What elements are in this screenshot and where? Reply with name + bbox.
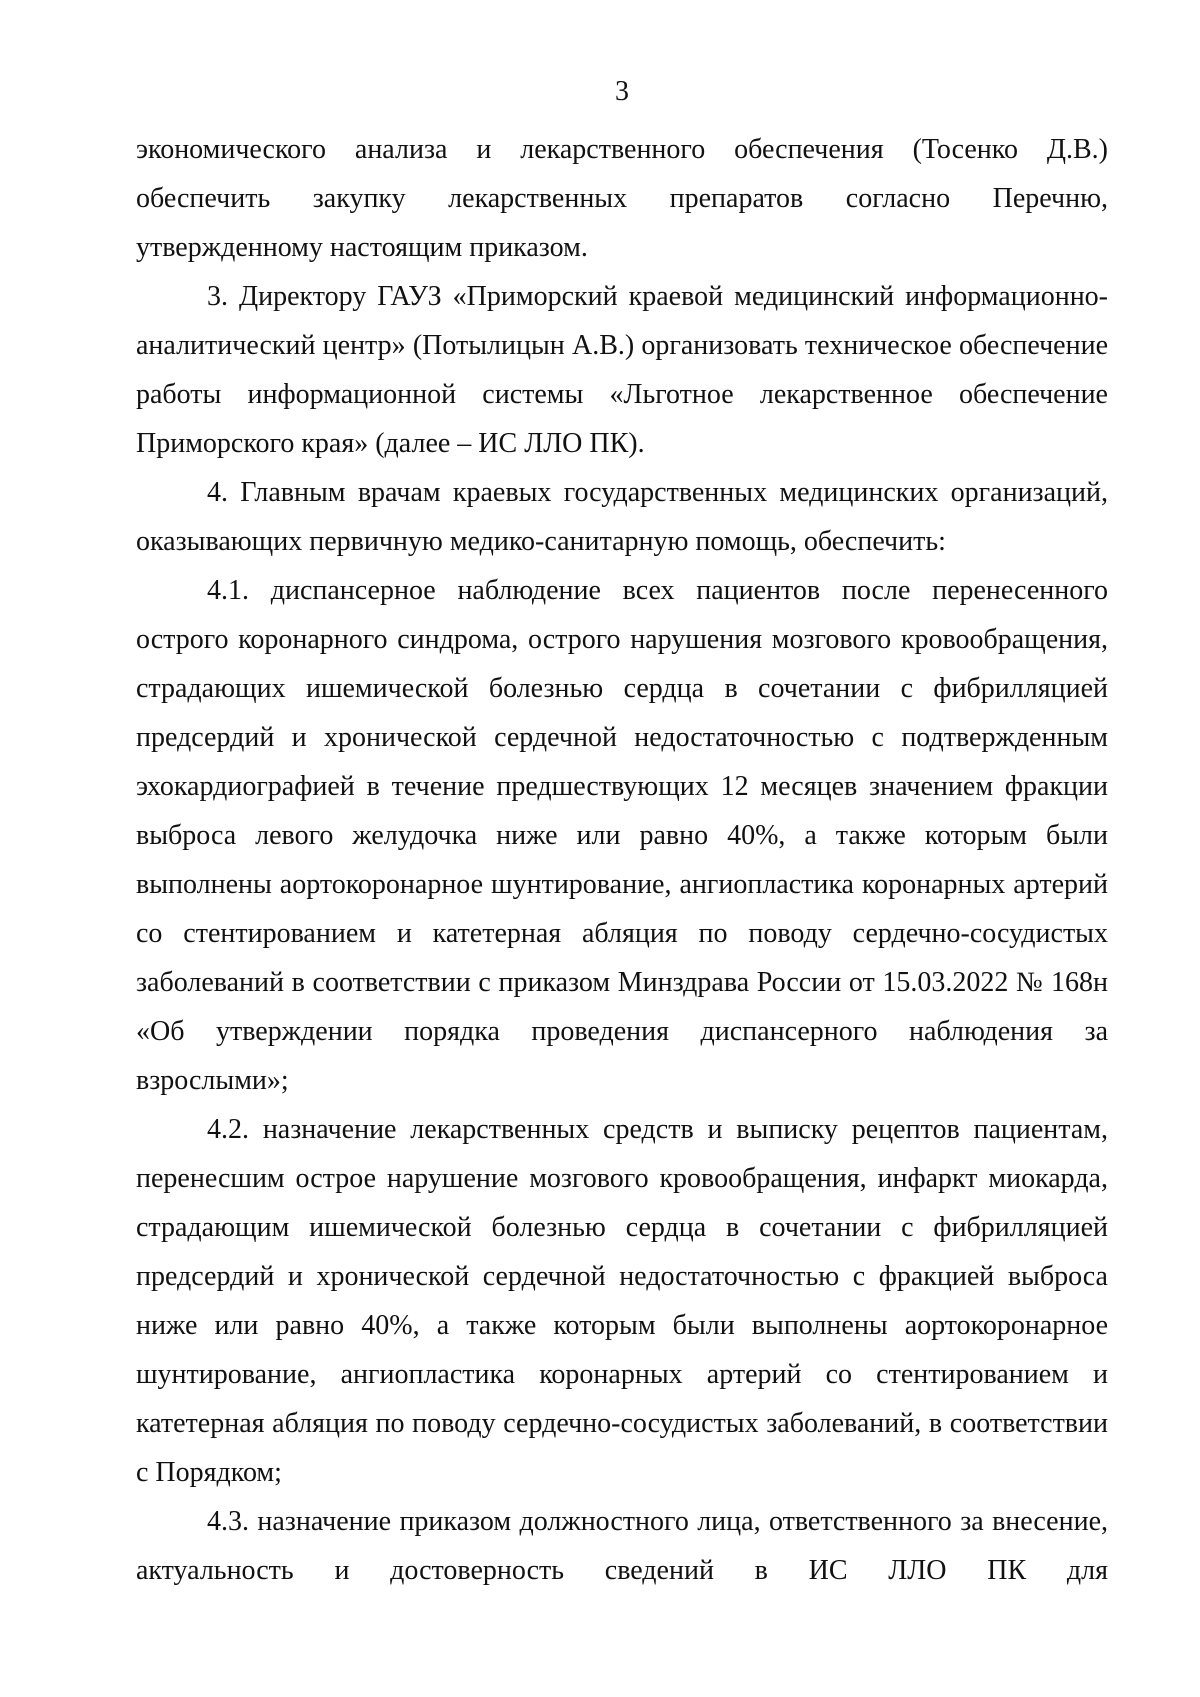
paragraph-item-4-2: 4.2. назначение лекарственных средств и выписку рецептов пациентам, перенесшим острое нарушение мозгового кровообращения, инфаркт миокарда, страдающим ишемической болезнью сердца в сочетании с фибрилляцией предсердий и хронической сердечной недостаточностью с фракцией выброса ниже или равно 40%, а также которым были выполнены аортокоронарное шунтирование, ангиопластика коронарных артерий со стентированием и катетерная абляция по поводу сердечно-сосудистых заболеваний, в соответствии с Порядком; [136,1114,1108,1488]
paragraph-item-4-3: 4.3. назначение приказом должностного лица, ответственного за внесение, актуальность и достоверность сведений в ИС ЛЛО ПК для [136,1506,1108,1586]
document-body [136,125,1108,1595]
paragraph-item-2-continuation: экономического анализа и лекарственного обеспечения (Тосенко Д.В.) обеспечить закупку лекарственных препаратов согласно Перечню, утвержденному настоящим приказом. [136,134,1108,263]
page-number: 3 [615,76,629,107]
paragraph-item-4-1: 4.1. диспансерное наблюдение всех пациентов после перенесенного острого коронарного синдрома, острого нарушения мозгового кровообращения, страдающих ишемической болезнью сердца в сочетании с фибрилляцией предсердий и хронической сердечной недостаточностью с подтвержденным эхокардиографией в течение предшествующих 12 месяцев значением фракции выброса левого желудочка ниже или равно 40%, а также которым были выполнены аортокоронарное шунтирование, ангиопластика коронарных артерий со стентированием и катетерная абляция по поводу сердечно-сосудистых заболеваний в соответствии с приказом Минздрава России от 15.03.2022 № 168н «Об утверждении порядка проведения диспансерного наблюдения за взрослыми»; [136,575,1108,1096]
paragraph-item-4: 4. Главным врачам краевых государственных медицинских организаций, оказывающих первичную медико-санитарную помощь, обеспечить: [136,477,1108,557]
paragraph-item-3: 3. Директору ГАУЗ «Приморский краевой медицинский информационно-аналитический центр» (Потылицын А.В.) организовать техническое обеспечение работы информационной системы «Льготное лекарственное обеспечение Приморского края» (далее – ИС ЛЛО ПК). [136,281,1108,459]
